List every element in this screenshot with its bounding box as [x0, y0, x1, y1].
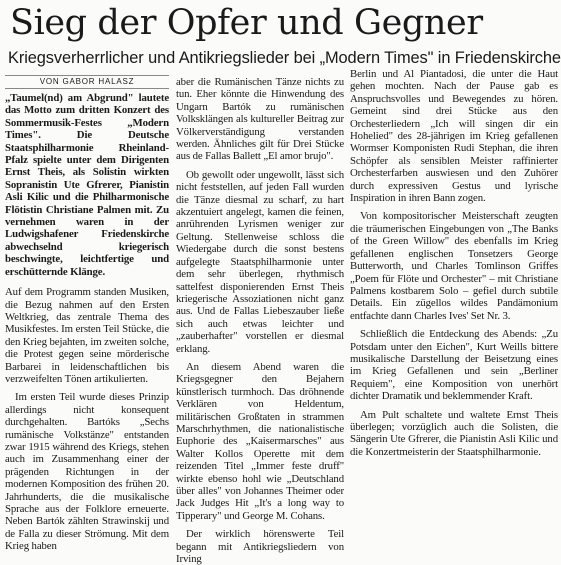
body-paragraph: Von kompositorischer Meisterschaft zeugten die träumerischen Eingebungen von „The Banks of the Green Willow" des ebenfalls im Krieg gefallenen englischen Tonsetzers George Butterworth, und Charles Tomlinson Griffes „Poem für Flöte und Orchester" – mit Christiane Palmens kostbarem Solo – gefiel durch subtile Details. Ein zügellos wildes Pandämonium entfachte dann Charles Ives' Set Nr. 3.: [350, 210, 558, 322]
body-paragraph: Ob gewollt oder ungewollt, lässt sich nicht feststellen, auf jeden Fall wurden die Tänze diesmal zu scharf, zu hart akzentuiert angelegt, kamen die feinen, anrührenden Lyrismen weniger zur Geltung. Stellenweise schloss die Wiedergabe durch die sonst bestens aufgelegte Staatsphilharmonie unter dem sehr überlegen, rhythmisch sattelfest disponierenden Ernst Theis kriegerische Assoziationen nicht ganz aus. Und de Fallas Liebeszauber ließe sich auch etwas leichter und „zauberhafter" vorstellen er diesmal erklang.: [176, 168, 344, 355]
body-paragraph: Am Pult schaltete und waltete Ernst Theis überlegen; vorzüglich auch die Solisten, die Sängerin Ute Gfrerer, die Pianistin Asli Kilic und die Konzertmeisterin der Staatsphilharmonie.: [350, 408, 558, 458]
body-paragraph: Schließlich die Entdeckung des Abends: „Zu Potsdam unter den Eichen", Kurt Weills bittere musikalische Darstellung der Beisetzung eines im Krieg Gefallenen und sein „Berliner Requiem", eine Komposition von unerhört dichter Dramatik und beklemmender Kraft.: [350, 328, 558, 403]
byline: VON GABOR HALASZ: [39, 77, 135, 86]
article-column-3: [350, 68, 558, 522]
headline: Sieg der Opfer und Gegner: [10, 3, 483, 43]
lead-paragraph: „Taumel(nd) am Abgrund" lautete das Motto zum dritten Konzert des Sommermusik-Festes „Modern Times". Die Deutsche Staatsphilharmonie Rheinland-Pfalz spielte unter dem Dirigenten Ernst Theis, als Solistin wirkten Sopranistin Ute Gfrerer, Pianistin Asli Kilic und die Philharmonische Flötistin Christiane Palmen mit. Zu vernehmen waren in der Ludwigshafener Friedenskirche abwechselnd kriegerisch beschwingte, leichtfertige und erschütternde Klänge.: [5, 92, 169, 278]
article-column-2: [176, 76, 344, 565]
article-column-1: [5, 76, 169, 553]
body-paragraph: An diesem Abend waren die Kriegsgegner den Bejahern künstlerisch turmhoch. Das dröhnende Verklären von Heldentum, militärischen Großtaten in strammen Marschrhythmen, die nationalistische Euphorie des „Kaisermarsches" aus Walter Kollos Operette mit dem reizenden Titel „Immer feste druff" wirkte ebenso hohl wie „Deutschland über alles" von Johannes Theimer oder Jack Judges Hit „It's a long way to Tipperary" und George M. Cohans.: [176, 360, 344, 522]
body-paragraph: Auf dem Programm standen Musiken, die Bezug nahmen auf den Ersten Weltkrieg, das zentrale Thema des Musikfestes. Im ersten Teil Stücke, die den Krieg bejahten, im zweiten solche, die Protest gegen seine mörderische Barbarei in leidenschaftlichen bis verzweifelten Tönen artikulierten.: [5, 286, 169, 385]
body-paragraph: Berlin und Al Piantadosi, die unter die Haut gehen mochten. Nach der Pause gab es Anspruchsvolles und Bewegendes zu hören. Gemeint sind drei Stücke aus den Orchesterliedern „Ich will singen dir ein Hohelied" des 28-jährigen im Krieg gefallenen Wormser Komponisten Rudi Stephan, die ihren Schöpfer als sensiblen Meister raffinierter Orchesterfarben auswiesen und den Zuhörer durch expressiven Gestus und lyrische Inspiration in ihren Bann zogen.: [350, 68, 558, 205]
subheadline: Kriegsverherrlicher und Antikriegslieder bei „Modern Times" in Friedenskirche: [8, 49, 561, 67]
body-paragraph: Im ersten Teil wurde dieses Prinzip allerdings nicht konsequent durchgehalten. Bartóks „Sechs rumänische Volkstänze" entstanden zwar 1915 während des Kriegs, stehen auch im Zusammenhang einer der prägenden Richtungen in der modernen Komposition des frühen 20. Jahrhunderts, die die musikalische Sprache aus der Folklore erneuerte. Neben Bartók zählten Strawinskij und de Falla zu dieser Strömung. Mit dem Krieg haben: [5, 391, 169, 553]
body-paragraph: aber die Rumänischen Tänze nichts zu tun. Eher könnte die Hinwendung des Ungarn Bartók zu rumänischen Volksklängen als kultureller Beitrag zur Völkerverständigung verstanden werden. Ähnliches gilt für Drei Stücke aus de Fallas Ballett „El amor brujo".: [176, 76, 344, 163]
body-paragraph: Der wirklich hörenswerte Teil begann mit Antikriegsliedern von Irving: [176, 528, 344, 565]
